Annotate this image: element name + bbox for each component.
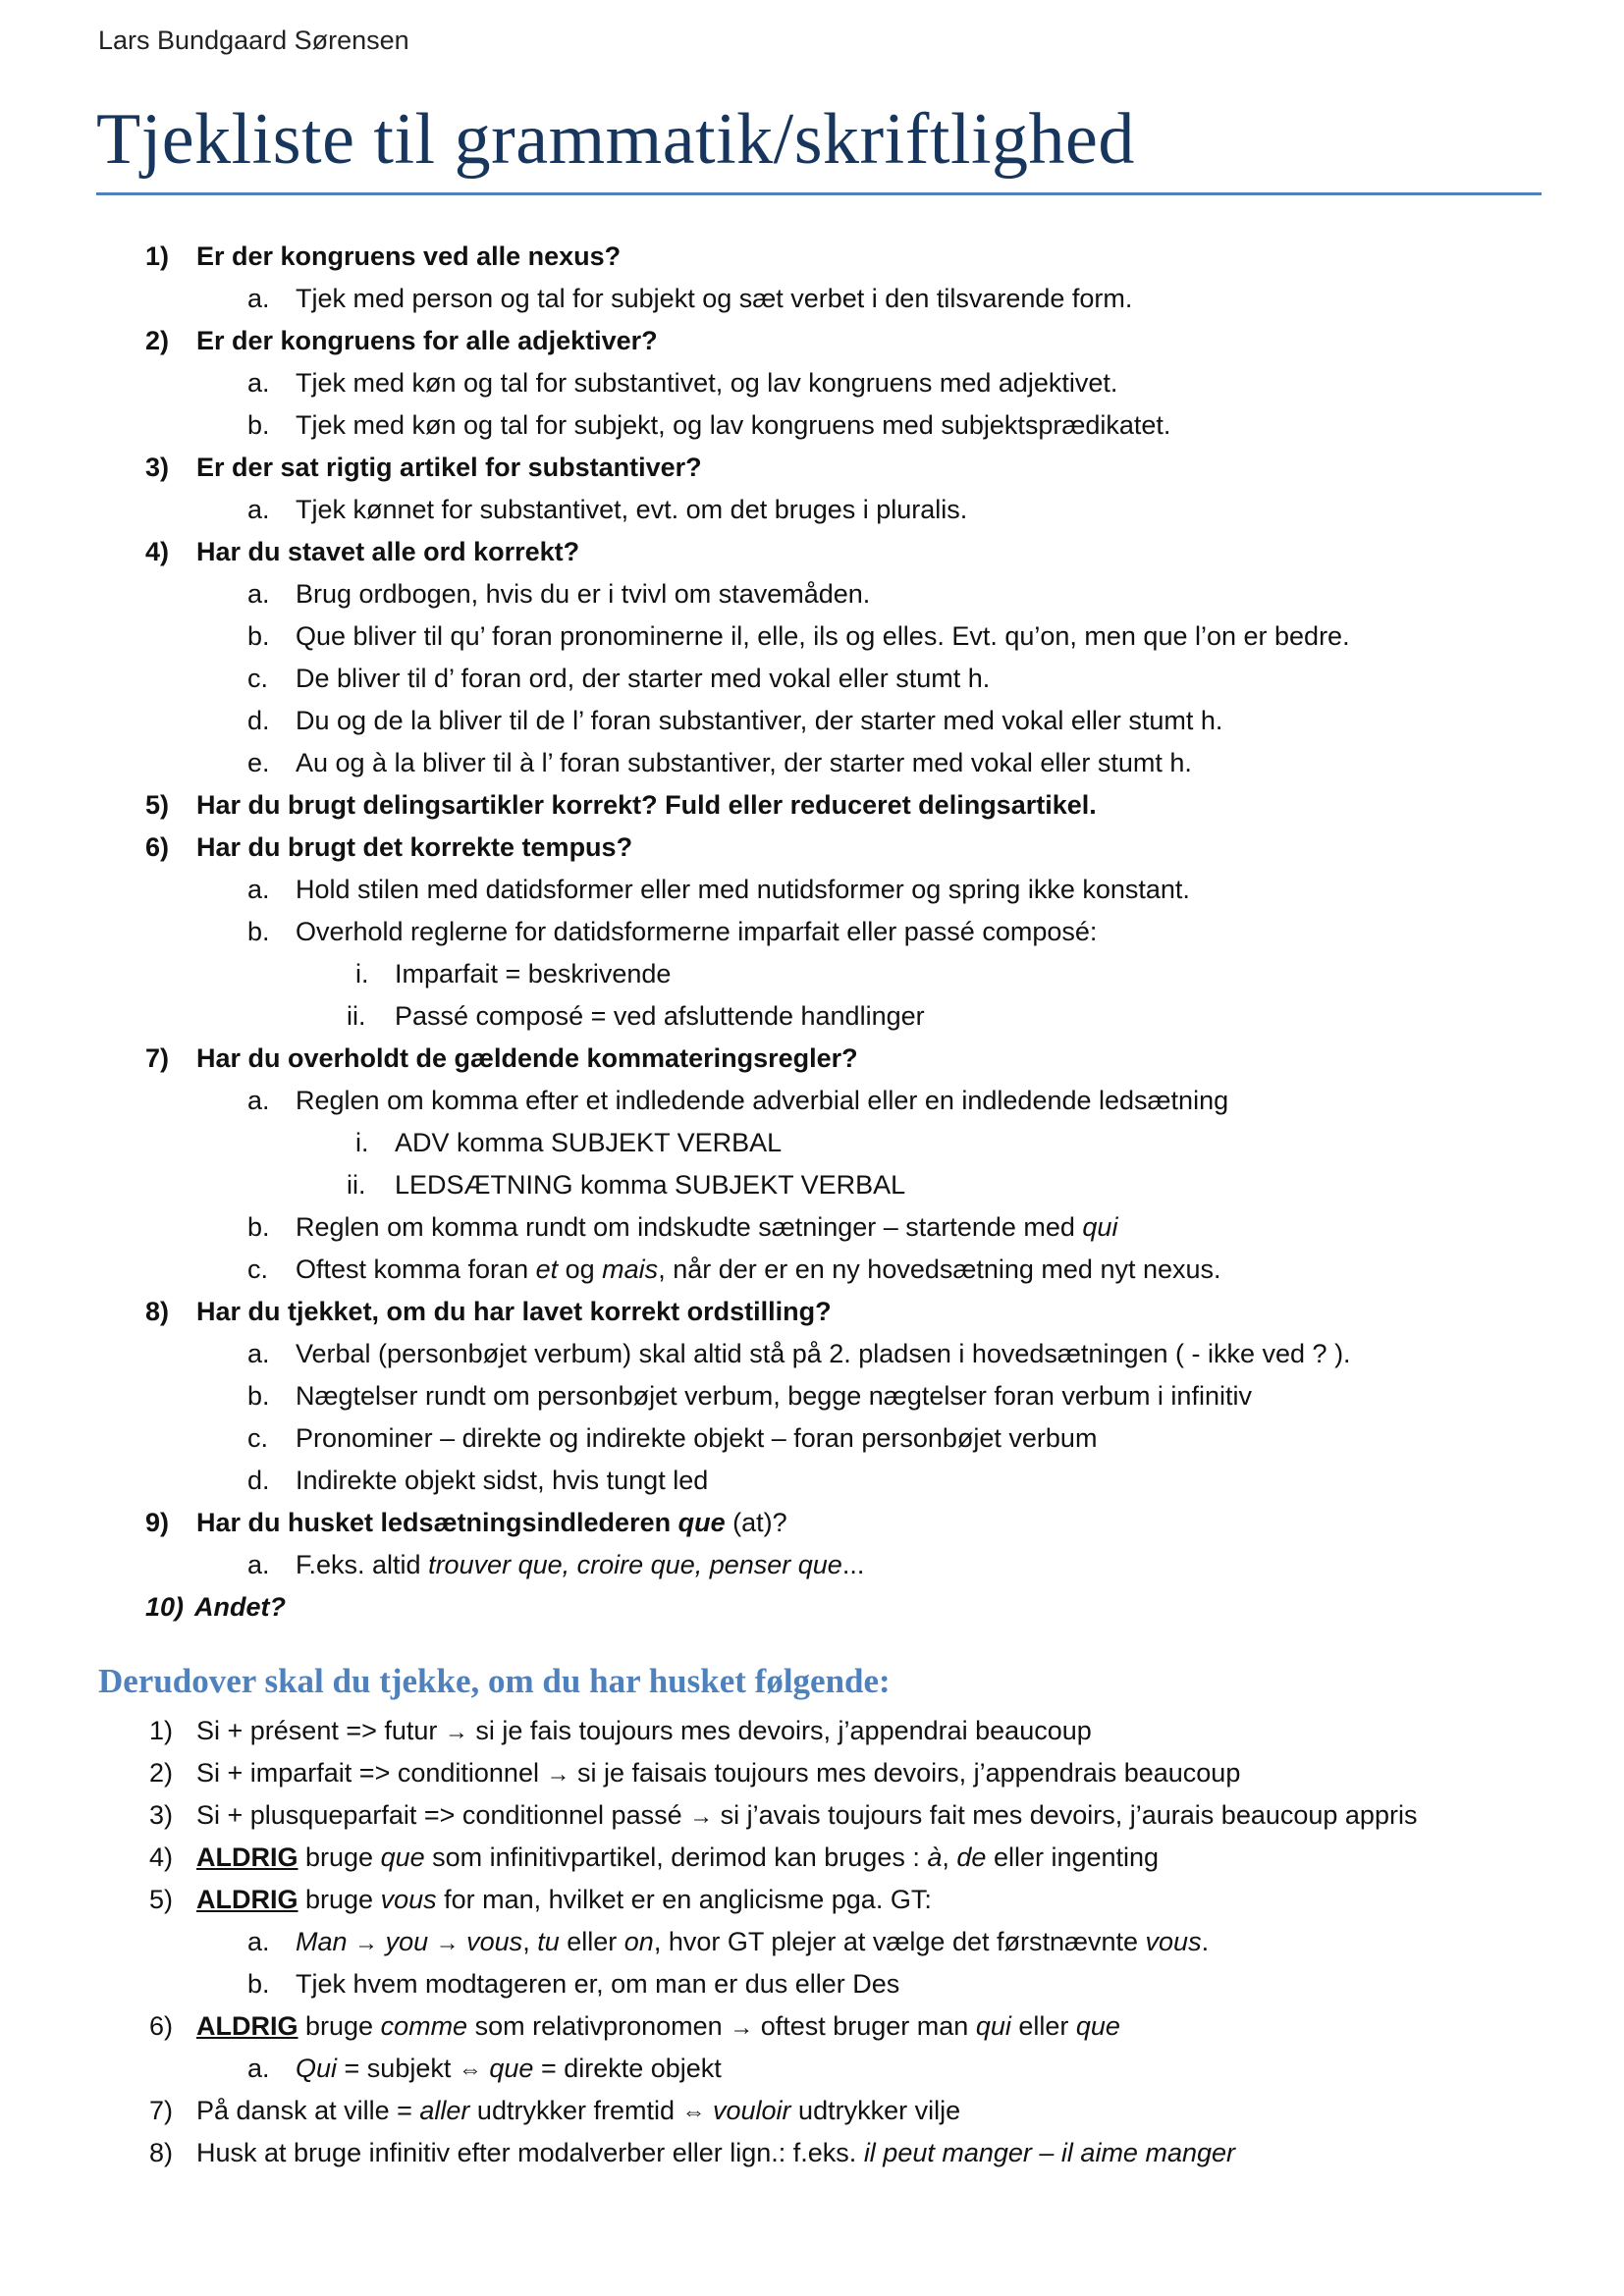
arrow-right-icon: → [689, 1803, 714, 1830]
page-title: Tjekliste til grammatik/skriftlighed [96, 99, 1135, 180]
section-heading: Derudover skal du tjekke, om du har husket følgende: [98, 1662, 891, 1700]
equivalence-arrow-icon: ⇔ [681, 2099, 706, 2125]
arrow-right-icon: → [730, 2014, 754, 2041]
arrow-right-icon: → [546, 1761, 570, 1788]
equivalence-arrow-icon: ⇔ [458, 2056, 482, 2083]
arrow-right-icon: → [444, 1719, 468, 1745]
arrow-right-icon: → [435, 1930, 460, 1956]
arrow-right-icon: → [354, 1930, 379, 1956]
title-divider [96, 192, 1542, 195]
author-name: Lars Bundgaard Sørensen [98, 26, 409, 55]
